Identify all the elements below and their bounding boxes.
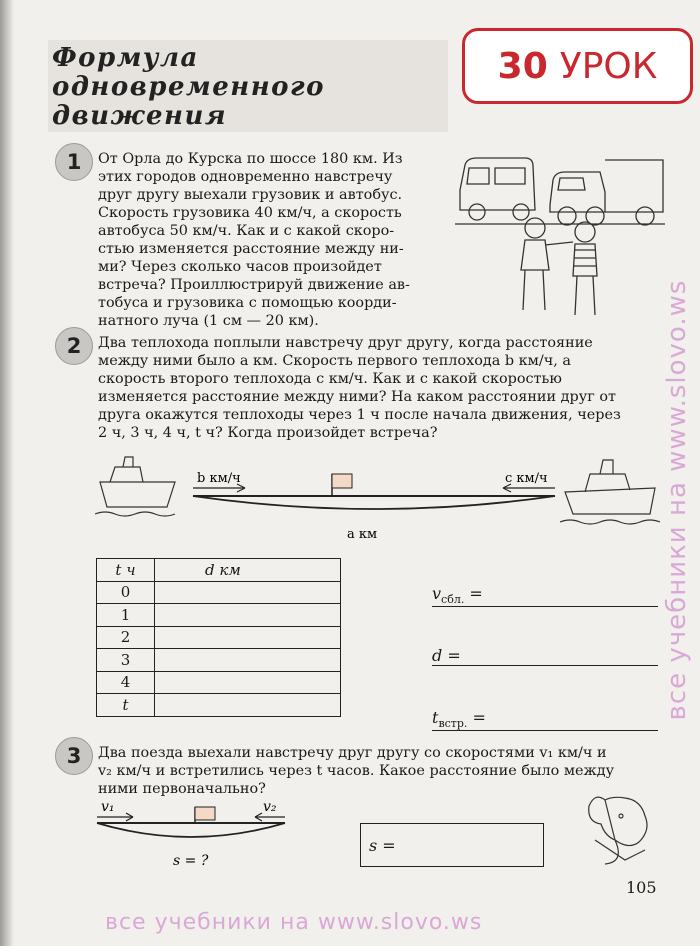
p2-line: скорость второго теплохода c км/ч. Как и с какой скоростью — [98, 371, 562, 387]
watermark-bottom: все учебники на www.slovo.ws — [105, 910, 483, 935]
table-row — [97, 626, 341, 649]
truck-bus-boys-illustration — [455, 150, 665, 330]
answer-box[interactable] — [360, 823, 544, 867]
closing-speed-sub: сбл. — [441, 593, 465, 607]
table-cell-t: 1 — [97, 604, 155, 627]
table-cell-d[interactable] — [155, 671, 341, 694]
closing-speed-line[interactable] — [432, 584, 658, 607]
train-1-speed: v₁ — [101, 799, 115, 815]
table-row — [97, 604, 341, 627]
lesson-number: 30 — [497, 45, 548, 87]
problem-3-text — [98, 744, 668, 798]
closing-speed-symbol: v — [432, 584, 442, 603]
problem-2-number: 2 — [55, 327, 93, 365]
p1-line: автобуса 50 км/ч. Как и с какой скоро- — [98, 223, 395, 239]
table-header-d: d км — [155, 559, 341, 582]
lesson-word: УРОК — [559, 45, 658, 87]
table-header-t: t ч — [97, 559, 155, 582]
page-number: 105 — [626, 878, 657, 897]
title-line-1: Формула — [52, 43, 199, 73]
problem-2-text — [98, 334, 668, 442]
table-row — [97, 649, 341, 672]
answer-label: s = — [369, 836, 396, 855]
p1-line: встреча? Проиллюстрируй движение ав- — [98, 277, 410, 293]
table-cell-t: t — [97, 694, 155, 717]
meeting-time-line[interactable] — [432, 708, 658, 731]
table-cell-t: 2 — [97, 626, 155, 649]
p1-line: Скорость грузовика 40 км/ч, а скорость — [98, 205, 402, 221]
table-header-row — [97, 559, 341, 582]
ships-diagram — [95, 452, 665, 552]
p1-line: стью изменяется расстояние между ни- — [98, 241, 404, 257]
p3-line: Два поезда выехали навстречу друг другу со скоростями v₁ км/ч и — [98, 745, 607, 761]
meeting-time-eq: = — [472, 708, 486, 727]
table-row — [97, 581, 341, 604]
p3-line: v₂ км/ч и встретились через t часов. Какое расстояние было между — [98, 763, 615, 779]
p2-line: между ними было a км. Скорость первого теплохода b км/ч, а — [98, 353, 571, 369]
table-cell-t: 0 — [97, 581, 155, 604]
table-cell-d[interactable] — [155, 626, 341, 649]
lesson-badge — [462, 28, 693, 104]
distance-formula-line[interactable] — [432, 646, 658, 666]
table-row — [97, 671, 341, 694]
closing-speed-eq: = — [469, 584, 483, 603]
distance-formula-label: d = — [432, 646, 461, 665]
right-ship-speed: c км/ч — [505, 471, 548, 486]
table-cell-t: 4 — [97, 671, 155, 694]
problem-3-number: 3 — [55, 737, 93, 775]
title-line-3: движения — [52, 101, 228, 131]
p1-line: От Орла до Курска по шоссе 180 км. Из — [98, 151, 403, 167]
table-cell-d[interactable] — [155, 581, 341, 604]
p1-line: тобуса и грузовика с помощью коорди- — [98, 295, 397, 311]
p1-line: друг другу выехали грузовик и автобус. — [98, 187, 403, 203]
p2-line: Два теплохода поплыли навстречу друг другу, когда расстояние — [98, 335, 593, 351]
p1-line: ми? Через сколько часов произойдет — [98, 259, 382, 275]
table-cell-d[interactable] — [155, 649, 341, 672]
page-binding-shadow — [0, 0, 14, 946]
p2-line: 2 ч, 3 ч, 4 ч, t ч? Когда произойдет встреча? — [98, 425, 438, 441]
meeting-time-symbol: t — [432, 708, 439, 727]
table-row — [97, 694, 341, 717]
ship-distance-label: a км — [347, 527, 378, 542]
initial-distance-question: s = ? — [173, 853, 209, 869]
distance-table — [96, 558, 341, 717]
title-line-2: одновременного — [52, 72, 325, 102]
p2-line: изменяется расстояние между ними? На каком расстоянии друг от — [98, 389, 616, 405]
table-cell-d[interactable] — [155, 604, 341, 627]
elephant-illustration — [585, 790, 655, 868]
p3-line: ними первоначально? — [98, 781, 266, 797]
table-cell-t: 3 — [97, 649, 155, 672]
watermark-right: все учебники на www.slovo.ws — [662, 279, 692, 721]
train-2-speed: v₂ — [263, 799, 277, 815]
problem-1-text — [98, 150, 448, 330]
problem-1-number: 1 — [55, 143, 93, 181]
meeting-time-sub: встр. — [438, 717, 468, 731]
p1-line: натного луча (1 см — 20 км). — [98, 313, 319, 329]
table-cell-d[interactable] — [155, 694, 341, 717]
p2-line: друга окажутся теплоходы через 1 ч после начала движения, через — [98, 407, 621, 423]
trains-diagram — [95, 793, 295, 873]
left-ship-speed: b км/ч — [197, 471, 241, 486]
lesson-title — [52, 44, 325, 131]
p1-line: этих городов одновременно навстречу — [98, 169, 393, 185]
